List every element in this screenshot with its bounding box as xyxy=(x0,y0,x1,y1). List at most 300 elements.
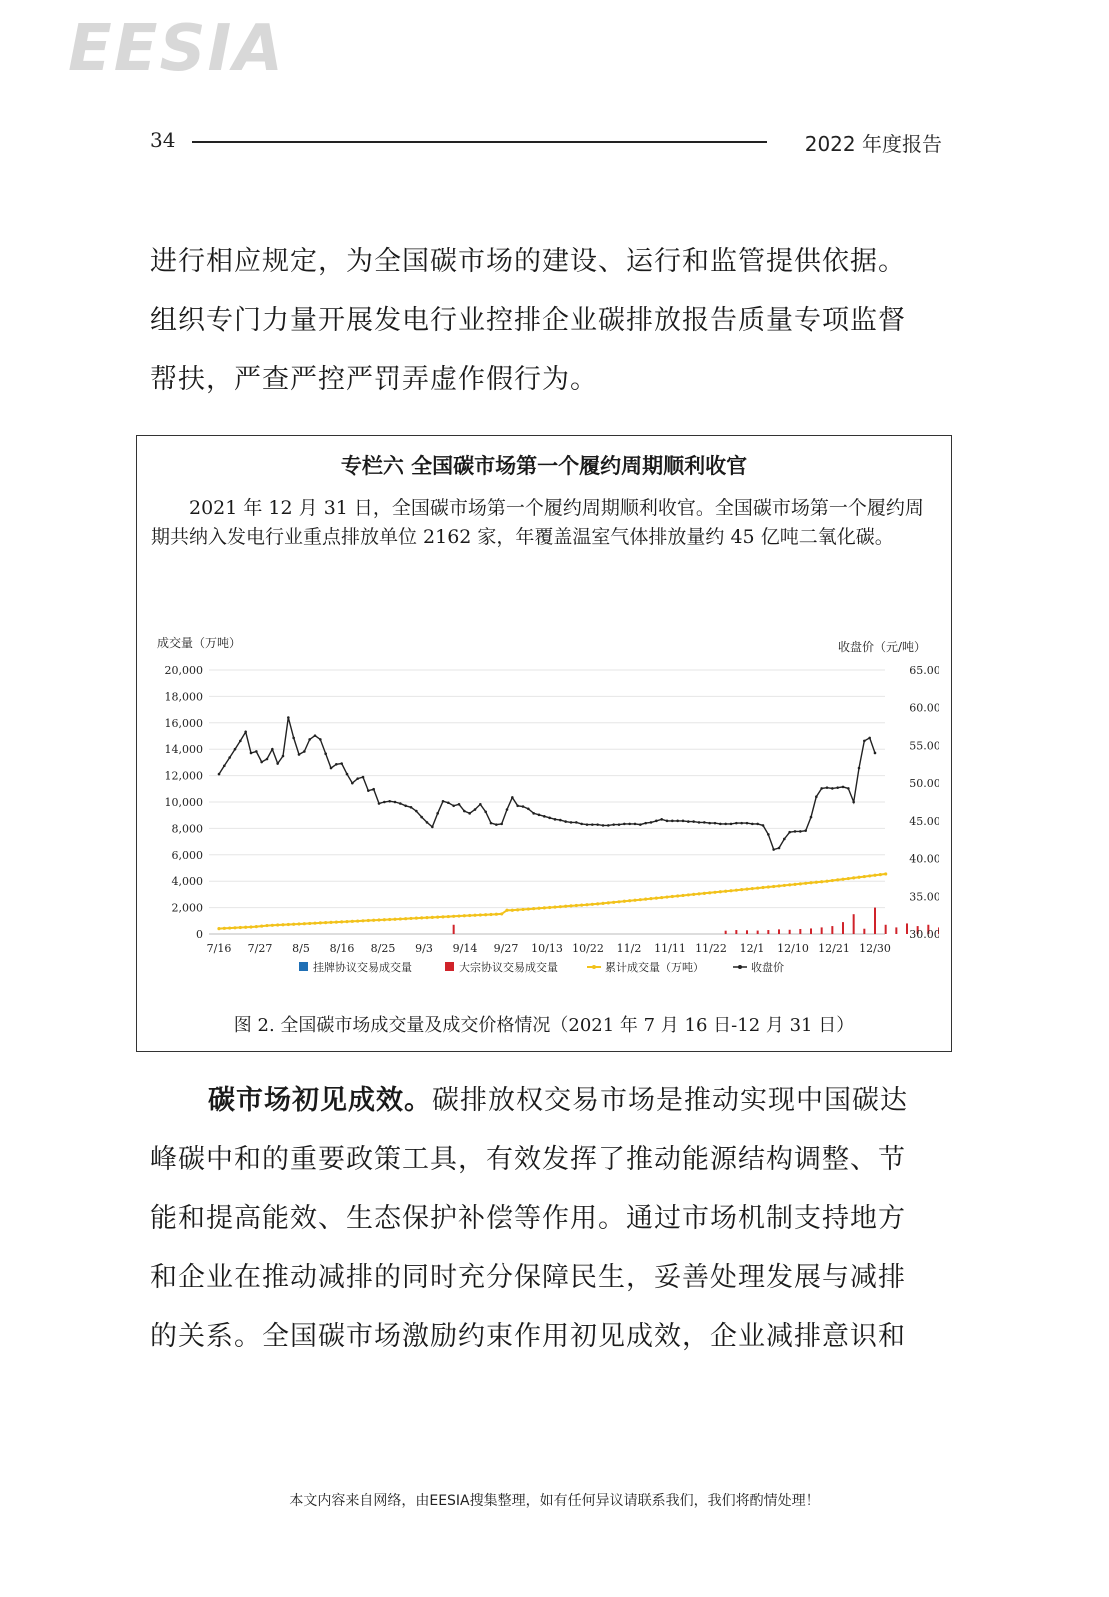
closing-price-point xyxy=(404,804,407,807)
cumulative-volume-point xyxy=(612,901,615,904)
cumulative-volume-point xyxy=(303,922,306,925)
cumulative-volume-point xyxy=(836,878,839,881)
closing-price-point xyxy=(234,748,237,751)
cumulative-volume-point xyxy=(356,919,359,922)
closing-price-point xyxy=(826,786,829,789)
x-tick-label: 12/21 xyxy=(818,942,850,955)
closing-price-point xyxy=(852,801,855,804)
cumulative-volume-point xyxy=(857,876,860,879)
closing-price-point xyxy=(628,823,631,826)
cumulative-volume-point xyxy=(575,904,578,907)
legend-label: 大宗协议交易成交量 xyxy=(459,961,558,974)
closing-lead: 碳市场初见成效。 xyxy=(208,1085,432,1116)
closing-price-point xyxy=(330,767,333,770)
closing-price-point xyxy=(218,773,221,776)
right-tick-label: 35.00 xyxy=(909,890,939,904)
closing-price-point xyxy=(836,786,839,789)
block-volume-bar xyxy=(757,931,759,934)
right-tick-label: 45.00 xyxy=(909,814,939,828)
closing-price-point xyxy=(804,829,807,832)
cumulative-volume-point xyxy=(409,917,412,920)
closing-price-point xyxy=(676,820,679,823)
legend-label: 挂牌协议交易成交量 xyxy=(313,961,412,974)
closing-price-point xyxy=(719,823,722,826)
closing-price-point xyxy=(468,812,471,815)
cumulative-volume-point xyxy=(617,900,620,903)
closing-price-point xyxy=(527,807,530,810)
x-tick-label: 7/16 xyxy=(206,942,232,955)
cumulative-volume-point xyxy=(585,903,588,906)
block-volume-bar xyxy=(778,929,780,934)
closing-price-point xyxy=(276,762,279,765)
left-tick-label: 12,000 xyxy=(164,769,203,783)
closing-price-point xyxy=(367,789,370,792)
closing-price-point xyxy=(372,788,375,791)
left-axis-label: 成交量（万吨） xyxy=(157,636,242,650)
cumulative-volume-point xyxy=(825,880,828,883)
closing-price-point xyxy=(490,822,493,825)
cumulative-volume-point xyxy=(420,916,423,919)
cumulative-volume-point xyxy=(457,914,460,917)
cumulative-volume-point xyxy=(841,878,844,881)
closing-price-point xyxy=(319,738,322,741)
cumulative-volume-point xyxy=(388,918,391,921)
cumulative-volume-point xyxy=(361,919,364,922)
cumulative-volume-point xyxy=(244,926,247,929)
closing-price-point xyxy=(298,753,301,756)
closing-price-point xyxy=(495,823,498,826)
cumulative-volume-point xyxy=(271,924,274,927)
x-tick-label: 8/5 xyxy=(292,942,310,955)
cumulative-volume-point xyxy=(873,874,876,877)
closing-price-point xyxy=(378,802,381,805)
closing-price-point xyxy=(554,818,557,821)
closing-price-point xyxy=(570,821,573,824)
cumulative-volume-point xyxy=(751,887,754,890)
cumulative-volume-point xyxy=(329,921,332,924)
cumulative-volume-point xyxy=(404,917,407,920)
cumulative-volume-point xyxy=(820,880,823,883)
right-tick-label: 65.00 xyxy=(909,664,939,677)
cumulative-volume-point xyxy=(249,925,252,928)
cumulative-volume-point xyxy=(223,927,226,930)
cumulative-volume-point xyxy=(868,874,871,877)
block-volume-bar xyxy=(885,925,887,934)
left-tick-label: 6,000 xyxy=(171,848,203,862)
block-volume-bar xyxy=(789,930,791,934)
cumulative-volume-point xyxy=(537,907,540,910)
closing-price-point xyxy=(271,748,274,751)
closing-price-point xyxy=(324,752,327,755)
right-tick-label: 30.00 xyxy=(909,928,939,941)
closing-price-point xyxy=(260,761,263,764)
cumulative-volume-point xyxy=(276,923,279,926)
closing-line-first xyxy=(150,1071,942,1130)
cumulative-volume-point xyxy=(489,913,492,916)
closing-price-point xyxy=(772,848,775,851)
legend-marker-cumulative xyxy=(592,965,596,969)
right-tick-label: 40.00 xyxy=(909,852,939,866)
closing-price-point xyxy=(244,731,247,734)
x-tick-label: 11/22 xyxy=(695,942,727,955)
closing-price-point xyxy=(394,801,397,804)
closing-price-point xyxy=(538,814,541,817)
closing-line: 能和提高能效、生态保护补偿等作用。通过市场机制支持地方 xyxy=(150,1203,906,1234)
left-tick-label: 4,000 xyxy=(171,875,203,889)
cumulative-volume-point xyxy=(516,908,519,911)
cumulative-volume-point xyxy=(655,896,658,899)
closing-price-point xyxy=(698,821,701,824)
block-volume-bar xyxy=(842,922,844,934)
cumulative-volume-point xyxy=(809,881,812,884)
closing-price-point xyxy=(388,800,391,803)
closing-price-point xyxy=(442,800,445,803)
cumulative-volume-point xyxy=(473,914,476,917)
closing-price-point xyxy=(255,750,258,753)
cumulative-volume-point xyxy=(783,884,786,887)
cumulative-volume-point xyxy=(431,916,434,919)
closing-price-point xyxy=(308,738,311,741)
cumulative-volume-point xyxy=(548,906,551,909)
closing-price-point xyxy=(564,820,567,823)
closing-price-point xyxy=(228,756,231,759)
cumulative-volume-point xyxy=(719,890,722,893)
eesia-logo: EESIA xyxy=(68,12,285,86)
header-rule xyxy=(192,141,767,143)
cumulative-volume-point xyxy=(660,896,663,899)
closing-price-point xyxy=(351,782,354,785)
box-title: 专栏六 全国碳市场第一个履约周期顺利收官 xyxy=(340,454,748,478)
closing-price-point xyxy=(362,776,365,779)
x-tick-label: 8/25 xyxy=(370,942,396,955)
closing-price-point xyxy=(511,796,514,799)
cumulative-volume-point xyxy=(372,919,375,922)
cumulative-volume-point xyxy=(756,886,759,889)
cumulative-volume-point xyxy=(761,886,764,889)
left-tick-label: 8,000 xyxy=(171,822,203,836)
cumulative-volume-point xyxy=(313,922,316,925)
block-volume-bar xyxy=(746,930,748,934)
cumulative-volume-point xyxy=(735,889,738,892)
closing-price-point xyxy=(751,823,754,826)
cumulative-volume-point xyxy=(452,915,455,918)
legend-marker-close xyxy=(738,965,742,969)
cumulative-volume-point xyxy=(228,926,231,929)
closing-price-point xyxy=(303,750,306,753)
x-tick-label: 7/27 xyxy=(247,942,273,955)
closing-price-point xyxy=(847,787,850,790)
cumulative-volume-point xyxy=(879,873,882,876)
closing-price-point xyxy=(783,838,786,841)
block-volume-bar xyxy=(767,930,769,934)
cumulative-volume-point xyxy=(623,900,626,903)
cumulative-volume-point xyxy=(441,915,444,918)
cumulative-volume-point xyxy=(687,893,690,896)
footer-disclaimer: 本文内容来自网络，由EESIA搜集整理，如有任何异议请联系我们，我们将酌情处理！ xyxy=(289,1493,820,1509)
x-tick-label: 10/22 xyxy=(572,942,604,955)
cumulative-volume-point xyxy=(884,872,887,875)
x-tick-label: 9/14 xyxy=(452,942,478,955)
cumulative-volume-point xyxy=(463,914,466,917)
closing-price-point xyxy=(474,808,477,811)
cumulative-volume-point xyxy=(644,898,647,901)
closing-price-point xyxy=(682,820,685,823)
right-axis-label: 收盘价（元/吨） xyxy=(837,640,926,654)
closing-price-point xyxy=(223,764,226,767)
closing-price-point xyxy=(740,822,743,825)
cumulative-volume-point xyxy=(495,913,498,916)
cumulative-volume-point xyxy=(415,917,418,920)
cumulative-volume-point xyxy=(324,921,327,924)
closing-price-point xyxy=(655,820,658,823)
cumulative-volume-point xyxy=(633,899,636,902)
right-tick-label: 55.00 xyxy=(909,739,939,753)
left-tick-label: 16,000 xyxy=(164,716,203,730)
cumulative-volume-point xyxy=(505,909,508,912)
x-tick-label: 12/1 xyxy=(739,942,765,955)
legend-swatch-block xyxy=(445,962,454,971)
cumulative-volume-point xyxy=(692,893,695,896)
cumulative-volume-point xyxy=(319,921,322,924)
cumulative-volume-point xyxy=(260,924,263,927)
closing-price-point xyxy=(874,752,877,755)
closing-price-point xyxy=(762,824,765,827)
closing-price-point xyxy=(506,808,509,811)
cumulative-volume-point xyxy=(345,920,348,923)
cumulative-volume-point xyxy=(367,919,370,922)
closing-price-point xyxy=(708,822,711,825)
closing-price-point xyxy=(586,823,589,826)
cumulative-volume-point xyxy=(559,905,562,908)
closing-price-point xyxy=(831,787,834,790)
x-tick-label: 9/3 xyxy=(415,942,433,955)
cumulative-volume-point xyxy=(569,904,572,907)
closing-price-point xyxy=(618,823,621,826)
cumulative-volume-point xyxy=(484,913,487,916)
closing-price-point xyxy=(767,833,770,836)
closing-price-point xyxy=(410,806,413,809)
cumulative-volume-point xyxy=(239,926,242,929)
closing-price-point xyxy=(810,816,813,819)
cumulative-volume-point xyxy=(729,889,732,892)
closing-price-point xyxy=(543,815,546,818)
cumulative-volume-point xyxy=(217,927,220,930)
x-tick-label: 10/13 xyxy=(531,942,563,955)
cumulative-volume-point xyxy=(628,899,631,902)
cumulative-volume-point xyxy=(852,876,855,879)
closing-line: 和企业在推动减排的同时充分保障民生，妥善处理发展与减排 xyxy=(150,1262,906,1293)
closing-price-point xyxy=(500,823,503,826)
cumulative-volume-point xyxy=(521,908,524,911)
cumulative-volume-point xyxy=(436,916,439,919)
closing-price-point xyxy=(815,795,818,798)
block-volume-bar xyxy=(895,927,897,934)
closing-price-point xyxy=(580,823,583,826)
closing-price-point xyxy=(746,822,749,825)
closing-price-point xyxy=(623,823,626,826)
closing-price-point xyxy=(458,803,461,806)
cumulative-volume-point xyxy=(527,907,530,910)
block-volume-bar xyxy=(906,923,908,934)
cumulative-volume-point xyxy=(831,879,834,882)
cumulative-volume-point xyxy=(479,913,482,916)
left-tick-label: 0 xyxy=(196,928,203,941)
left-tick-label: 2,000 xyxy=(171,901,203,915)
intro-line: 进行相应规定，为全国碳市场的建设、运行和监管提供依据。 xyxy=(150,246,906,277)
cumulative-volume-point xyxy=(233,926,236,929)
box-paragraph: 2021 年 12 月 31 日，全国碳市场第一个履约周期顺利收官。全国碳市场第一个履约周期共纳入发电行业重点排放单位 2162 家，年覆盖温室气体排放量约 45 亿吨二氧化碳。 xyxy=(151,497,924,548)
block-volume-bar xyxy=(725,931,727,934)
volume-price-chart xyxy=(151,628,939,1003)
closing-price-point xyxy=(842,786,845,789)
cumulative-volume-point xyxy=(553,905,556,908)
closing-price-point xyxy=(794,830,797,833)
cumulative-volume-point xyxy=(351,920,354,923)
closing-price-point xyxy=(820,787,823,790)
x-tick-label: 11/11 xyxy=(654,942,686,955)
cumulative-volume-point xyxy=(697,892,700,895)
cumulative-volume-point xyxy=(255,925,258,928)
closing-price-point xyxy=(266,758,269,761)
legend-swatch-listed xyxy=(299,962,308,971)
closing-price-point xyxy=(644,822,647,825)
left-tick-label: 10,000 xyxy=(164,796,203,809)
block-volume-bar xyxy=(863,929,865,934)
right-tick-label: 50.00 xyxy=(909,777,939,791)
closing-price-point xyxy=(596,823,599,826)
block-volume-bar xyxy=(810,928,812,934)
closing-price-point xyxy=(383,801,386,804)
closing-price-point xyxy=(660,818,663,821)
legend-label: 收盘价 xyxy=(751,961,784,974)
cumulative-volume-point xyxy=(793,883,796,886)
closing-price-point xyxy=(724,823,727,826)
closing-price-point xyxy=(532,812,535,815)
x-tick-label: 12/30 xyxy=(859,942,891,955)
closing-price-point xyxy=(282,755,285,758)
closing-line: 碳排放权交易市场是推动实现中国碳达 xyxy=(432,1085,908,1116)
figure-caption: 图 2. 全国碳市场成交量及成交价格情况（2021 年 7 月 16 日-12 月 31 日） xyxy=(233,1015,855,1036)
cumulative-volume-point xyxy=(740,888,743,891)
cumulative-volume-point xyxy=(377,918,380,921)
closing-price-point xyxy=(431,826,434,829)
closing-price-point xyxy=(463,810,466,813)
closing-price-point xyxy=(778,847,781,850)
block-volume-bar xyxy=(831,926,833,934)
intro-paragraph xyxy=(150,232,942,409)
closing-price-point xyxy=(239,740,242,743)
cumulative-volume-point xyxy=(447,915,450,918)
cumulative-volume-point xyxy=(649,897,652,900)
closing-price-point xyxy=(858,767,861,770)
cumulative-volume-point xyxy=(532,907,535,910)
cumulative-volume-point xyxy=(265,924,268,927)
closing-price-point xyxy=(287,716,290,719)
cumulative-volume-point xyxy=(799,882,802,885)
closing-price-point xyxy=(292,737,295,740)
closing-price-point xyxy=(714,822,717,825)
cumulative-volume-point xyxy=(425,916,428,919)
closing-price-point xyxy=(634,823,637,826)
cumulative-volume-point xyxy=(399,917,402,920)
closing-price-point xyxy=(692,820,695,823)
left-tick-label: 14,000 xyxy=(164,743,203,757)
closing-price-point xyxy=(868,737,871,740)
cumulative-volume-point xyxy=(287,923,290,926)
box-text xyxy=(151,494,939,552)
feature-box xyxy=(136,435,952,1052)
closing-price-point xyxy=(399,802,402,805)
cumulative-volume-point xyxy=(591,903,594,906)
cumulative-volume-point xyxy=(607,901,610,904)
closing-price-point xyxy=(436,812,439,815)
block-volume-bar xyxy=(821,927,823,934)
cumulative-volume-point xyxy=(340,920,343,923)
block-volume-bar xyxy=(874,908,876,934)
cumulative-volume-point xyxy=(543,906,546,909)
cumulative-volume-point xyxy=(703,892,706,895)
closing-price-point xyxy=(559,819,562,822)
cumulative-volume-point xyxy=(665,895,668,898)
intro-line: 组织专门力量开展发电行业控排企业碳排放报告质量专项监督 xyxy=(150,305,906,336)
closing-price-point xyxy=(479,803,482,806)
cumulative-volume-point xyxy=(713,891,716,894)
closing-price-point xyxy=(687,820,690,823)
closing-price-point xyxy=(607,824,610,827)
closing-price-point xyxy=(788,831,791,834)
cumulative-volume-point xyxy=(292,923,295,926)
cumulative-volume-point xyxy=(511,909,514,912)
x-tick-label: 8/16 xyxy=(329,942,355,955)
closing-price-point xyxy=(735,822,738,825)
closing-price-point xyxy=(356,777,359,780)
closing-price-point xyxy=(671,820,674,823)
page-header xyxy=(150,128,942,158)
block-volume-bar xyxy=(735,930,737,934)
cumulative-volume-point xyxy=(500,912,503,915)
closing-price-point xyxy=(314,734,317,737)
cumulative-volume-point xyxy=(671,895,674,898)
left-tick-label: 20,000 xyxy=(164,664,203,677)
closing-price-point xyxy=(650,821,653,824)
cumulative-volume-point xyxy=(745,888,748,891)
cumulative-volume-point xyxy=(724,890,727,893)
cumulative-volume-point xyxy=(863,875,866,878)
x-tick-label: 12/10 xyxy=(777,942,809,955)
closing-price-point xyxy=(346,773,349,776)
closing-price-point xyxy=(756,823,759,826)
report-title: 2022 年度报告 xyxy=(804,132,942,156)
closing-price-point xyxy=(575,821,578,824)
closing-price-point xyxy=(340,762,343,765)
cumulative-volume-point xyxy=(788,883,791,886)
closing-price-point xyxy=(484,811,487,814)
closing-price-point xyxy=(250,752,253,755)
cumulative-volume-point xyxy=(308,922,311,925)
cumulative-volume-point xyxy=(596,902,599,905)
cumulative-volume-point xyxy=(777,884,780,887)
cumulative-volume-point xyxy=(297,922,300,925)
closing-price-point xyxy=(602,824,605,827)
cumulative-volume-point xyxy=(676,894,679,897)
cumulative-volume-point xyxy=(601,902,604,905)
closing-paragraph xyxy=(150,1071,942,1366)
closing-price-point xyxy=(703,821,706,824)
closing-price-point xyxy=(639,823,642,826)
cumulative-volume-point xyxy=(815,881,818,884)
closing-line: 峰碳中和的重要政策工具，有效发挥了推动能源结构调整、节 xyxy=(150,1144,906,1175)
cumulative-volume-point xyxy=(564,905,567,908)
